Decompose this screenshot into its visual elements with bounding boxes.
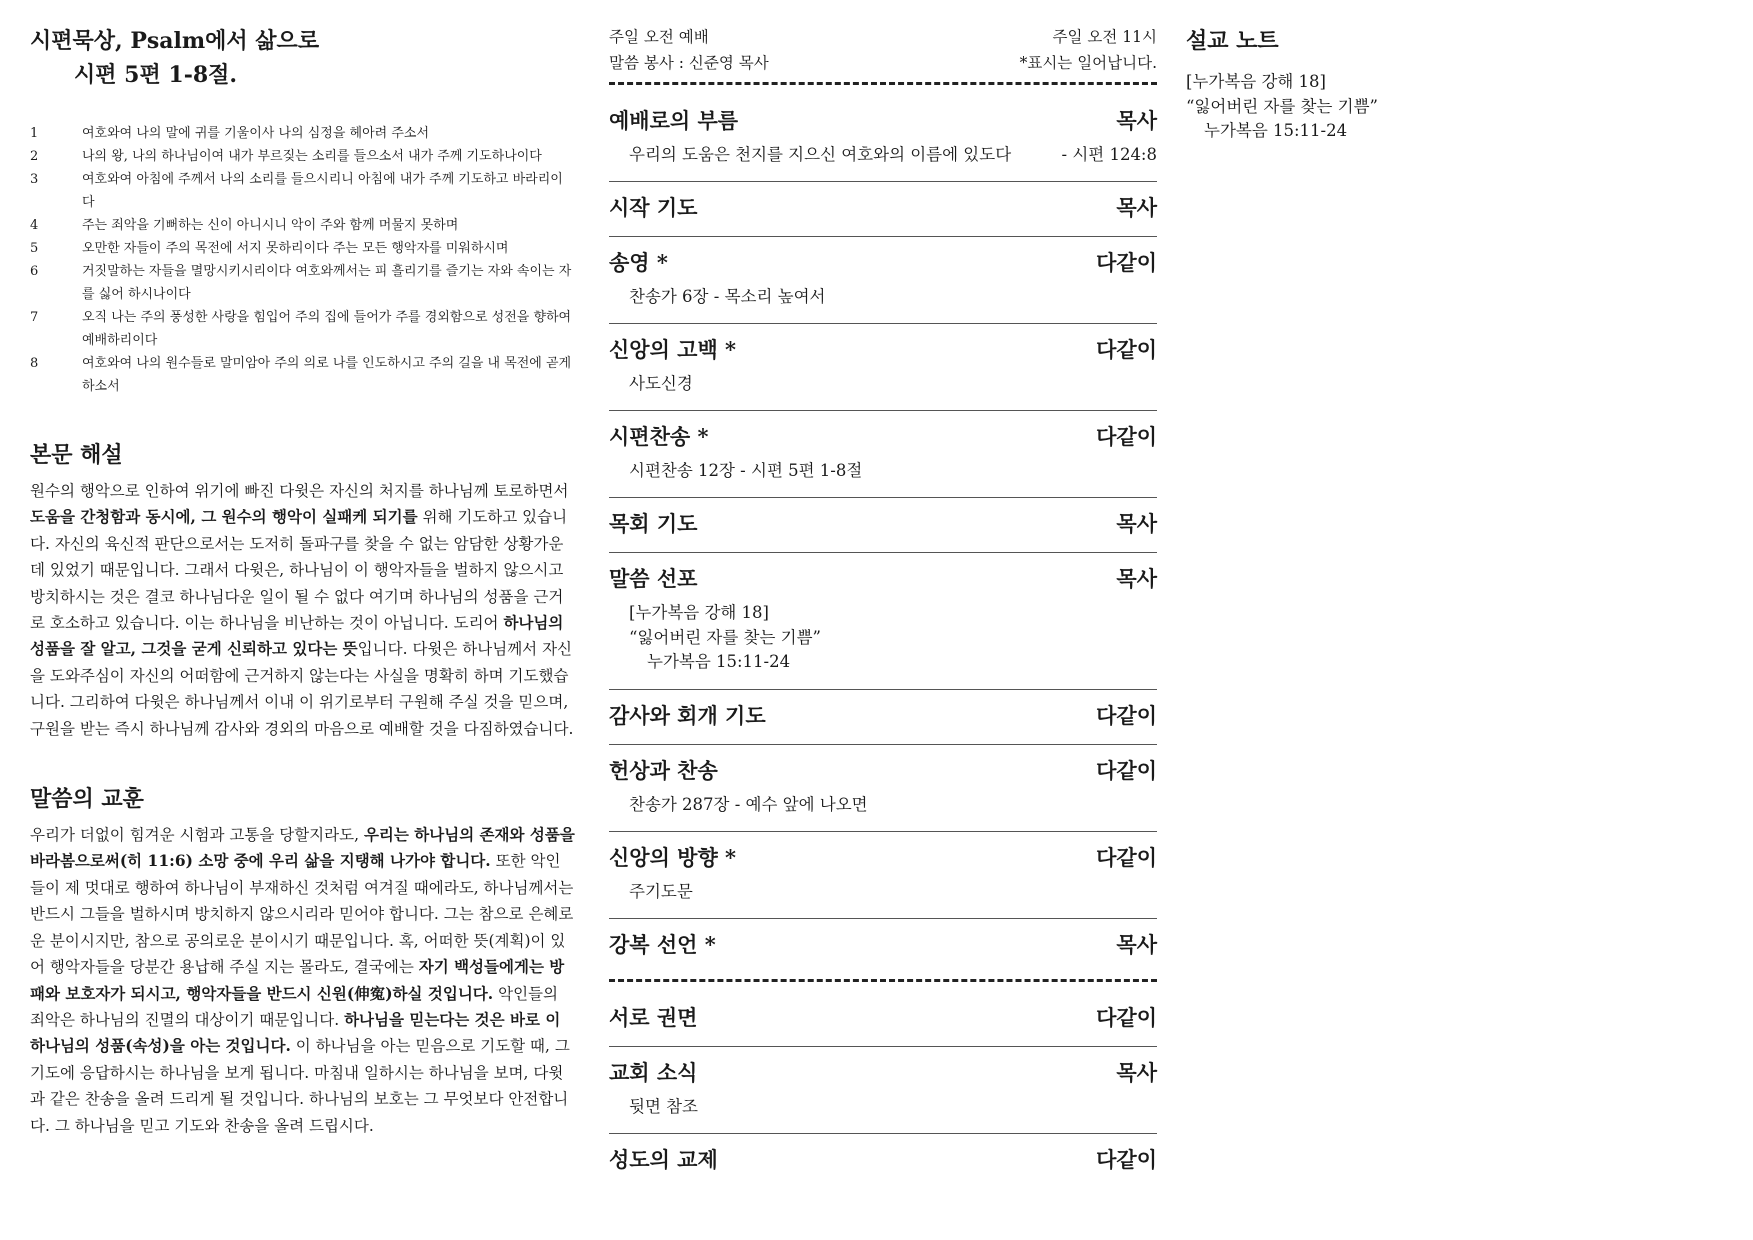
order-item [609,992,1157,1047]
verse-text: 여호와여 아침에 주께서 나의 소리를 들으시리니 아침에 내가 주께 기도하고 바라리이다 [82,172,563,210]
meditation-column [30,24,575,1139]
verse-text: 거짓말하는 자들을 멸망시키시리이다 여호와께서는 피 흘리기를 즐기는 자와 속이는 자를 싫어 하시나이다 [82,264,572,302]
verse-number: 8 [30,356,39,371]
preacher: 말씀 봉사 : 신준영 목사 [609,54,769,72]
dashed-divider [609,979,1157,982]
order-item-desc: 찬송가 6장 - 목소리 높여서 [629,287,826,306]
verse-text: 여호와여 나의 말에 귀를 기울이사 나의 심정을 헤아려 주소서 [82,126,430,141]
order-item-title: 예배로의 부름 [609,108,739,133]
order-item [609,690,1157,745]
order-item-leader: 목사 [1116,1059,1157,1085]
commentary-paragraph [30,478,575,742]
verse-row [30,352,575,398]
commentary-text: 원수의 행악으로 인하여 위기에 빠진 다윗은 자신의 처지를 하나님께 토로하면서 [30,482,569,500]
service-name: 주일 오전 예배 [609,28,709,46]
lesson-text: 이 하나님을 아는 믿음으로 기도할 때, 그 기도에 응답하시는 하나님을 보게 됩니다. 마침내 일하시는 하나님을 보며, 다윗과 같은 찬송을 올려 드리게 될 것입니다. 하나님의 보호는 그 무엇보다 안전합니다. 그 하나님을 믿고 기도와 찬송을 올려 드립시다. [30,1037,570,1135]
service-time: 주일 오전 11시 [1052,28,1157,46]
lesson-heading: 말씀의 교훈 [30,786,144,813]
lesson-paragraph [30,822,575,1139]
meditation-title: 시편묵상, Psalm에서 삶으로 [30,28,320,54]
order-item-title: 신앙의 방향 * [609,844,737,870]
sermon-passage: 누가복음 15:11-24 [647,652,791,671]
order-item-desc: 주기도문 [629,881,693,901]
order-item [609,237,1157,324]
lesson-emphasis: 자기 백성들에게는 방패와 보호자가 되시고, 행악자들을 반드시 신원(伸寃)하실 것입니다. [30,957,565,1003]
order-item [609,95,1157,182]
verse-text: 여호와여 나의 원수들로 말미암아 주의 의로 나를 인도하시고 주의 길을 내 목전에 곧게 하소서 [82,356,572,394]
verse-row [30,214,575,237]
order-item-title: 감사와 회개 기도 [609,702,766,728]
order-item [609,324,1157,411]
verse-row [30,168,575,214]
verse-row [30,260,575,306]
order-item-leader: 목사 [1116,566,1157,591]
order-item-leader: 다같이 [1096,250,1157,275]
order-item [609,182,1157,237]
verse-number: 2 [30,149,39,164]
order-item-leader: 다같이 [1096,702,1157,728]
order-item-desc: 찬송가 287장 - 예수 앞에 나오면 [629,794,868,814]
notes-series: [누가복음 강해 18] [1186,72,1326,91]
order-item-title: 말씀 선포 [609,566,698,591]
order-item-leader: 목사 [1116,931,1157,957]
order-item [609,919,1157,973]
verse-number: 4 [30,218,39,233]
commentary-text: 위해 기도하고 있습니다. 자신의 육신적 판단으로서는 도저히 돌파구를 찾을 수 없는 암담한 상황가운데 있었기 때문입니다. 그래서 다윗은, 하나님이 이 행악자들을 벌하지 않으시고 방치하시는 것은 결코 하나님다운 일이 될 수 없다 여기며 하나님의 성품을 근거로 호소하고 있습니다. 이는 하나님을 비난하는 것이 아닙니다. 도리어 [30,508,568,633]
order-item-leader: 다같이 [1096,337,1157,362]
order-item-desc: 시편찬송 12장 - 시편 5편 1-8절 [629,461,863,480]
stand-note: *표시는 일어납니다. [1019,54,1157,72]
order-item [609,498,1157,553]
order-item [609,1134,1157,1188]
order-item-leader: 목사 [1116,511,1157,536]
verse-list [30,122,575,398]
dashed-divider [609,82,1157,85]
order-item-title: 목회 기도 [609,511,698,536]
order-item-leader: 목사 [1116,108,1157,133]
order-item-leader: 다같이 [1096,1146,1157,1172]
verse-number: 1 [30,126,39,141]
lesson-text: 악인들의 죄악은 하나님의 진멸의 대상이기 때문입니다. [30,984,558,1029]
verse-number: 5 [30,241,39,256]
verse-number: 3 [30,172,39,187]
commentary-text: 입니다. 다윗은 하나님께서 자신을 도와주심이 자신의 어떠함에 근거하지 않는다는 사실을 명확히 하며 기도했습니다. 그리하여 다윗은 하나님께서 이내 이 위기로부터 구원해 주실 것을 믿으며, 구원을 받는 즉시 하나님께 감사와 경외의 마음으로 예배할 것을 다짐하였습니다. [30,640,574,738]
order-item-desc: 우리의 도움은 천지를 지으신 여호와의 이름에 있도다 [629,145,1012,164]
notes-sermon-title: “잃어버린 자를 찾는 기쁨” [1186,96,1378,116]
commentary-heading: 본문 해설 [30,442,123,468]
order-item-ref: - 시편 124:8 [1061,145,1157,164]
order-item-title: 서로 권면 [609,1004,698,1030]
order-item-leader: 다같이 [1096,1004,1157,1030]
order-item-title: 성도의 교제 [609,1146,718,1172]
sermon-notes-info [1186,70,1446,144]
service-header-row [609,24,1157,50]
order-item-leader: 목사 [1116,195,1157,220]
lesson-text: 또한 악인들이 제 멋대로 행하여 하나님이 부재하신 것처럼 여겨질 때에라도, 하나님께서는 반드시 그들을 벌하시며 방치하지 않으시리라 믿어야 합니다. 그는 참으로 은혜로운 분이시지만, 참으로 공의로운 분이시기 때문입니다. 혹, 어떠한 뜻(계획)이 있어 행악자들을 당분간 용납해 주실 지는 몰라도, 결국에는 [30,852,574,977]
commentary-emphasis: 도움을 간청함과 동시에, 그 원수의 행악이 실패케 되기를 [30,507,418,527]
order-item-title: 송영 * [609,250,668,275]
order-item-title: 강복 선언 * [609,931,716,957]
verse-text: 오직 나는 주의 풍성한 사랑을 힘입어 주의 집에 들어가 주를 경외함으로 성전을 향하여 예배하리이다 [82,310,572,348]
verse-number: 7 [30,310,39,325]
order-item [609,553,1157,690]
order-item [609,832,1157,919]
verse-row [30,237,575,260]
sermon-notes-column [1186,24,1446,144]
order-item-leader: 다같이 [1096,844,1157,870]
order-item-leader: 다같이 [1096,757,1157,783]
order-item-desc: 사도신경 [629,374,693,393]
commentary-emphasis: 하나님의 성품을 잘 알고, 그것을 굳게 신뢰하고 있다는 뜻 [30,613,564,659]
sermon-notes-title: 설교 노트 [1186,28,1279,54]
lesson-emphasis: 하나님을 믿는다는 것은 바로 이 하나님의 성품(속성)을 아는 것입니다. [30,1009,561,1056]
order-item-title: 시작 기도 [609,195,698,220]
sermon-info [609,601,1157,675]
order-item-title: 시편찬송 * [609,424,709,449]
order-item-title: 헌상과 찬송 [609,757,718,783]
service-subheader-row [609,50,1157,76]
verse-number: 6 [30,264,39,279]
sermon-title: “잃어버린 자를 찾는 기쁨” [629,627,821,647]
lesson-text: 우리가 더없이 힘겨운 시험과 고통을 당할지라도, [30,826,364,845]
sermon-series: [누가복음 강해 18] [629,603,769,622]
verse-row [30,306,575,352]
worship-order-column [609,24,1157,1188]
order-item-title: 신앙의 고백 * [609,337,737,362]
verse-text: 주는 죄악을 기뻐하는 신이 아니시니 악이 주와 함께 머물지 못하며 [82,218,459,233]
notes-passage: 누가복음 15:11-24 [1204,121,1348,140]
order-item [609,1047,1157,1134]
verse-row [30,145,575,168]
verse-row [30,122,575,145]
order-item-leader: 다같이 [1096,424,1157,449]
order-item-desc: 뒷면 참조 [629,1096,699,1116]
order-item [609,411,1157,498]
order-item [609,745,1157,832]
lesson-emphasis: 우리는 하나님의 존재와 성품을 바라봄으로써(히 11:6) 소망 중에 우리 삶을 지탱해 나가야 합니다. [30,825,575,871]
verse-text: 나의 왕, 나의 하나님이여 내가 부르짖는 소리를 들으소서 내가 주께 기도하나이다 [82,149,542,164]
meditation-passage: 시편 5편 1-8절. [74,62,238,88]
verse-text: 오만한 자들이 주의 목전에 서지 못하리이다 주는 모든 행악자를 미워하시며 [82,241,509,256]
order-item-title: 교회 소식 [609,1059,698,1085]
